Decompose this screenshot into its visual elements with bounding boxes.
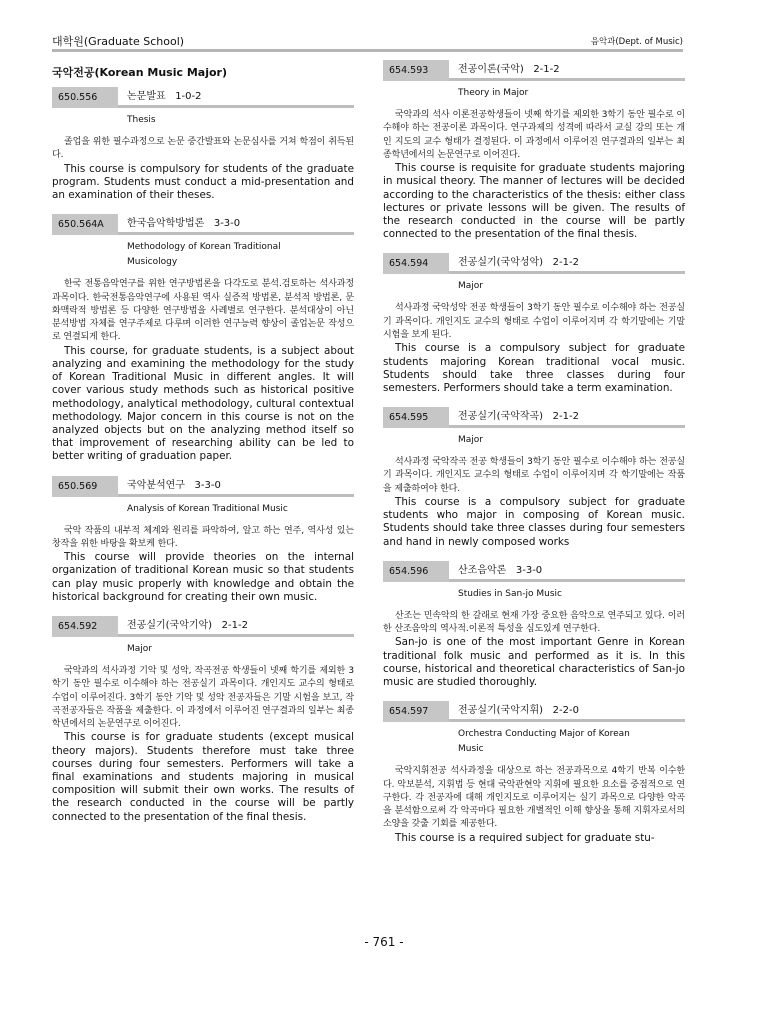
course-code: 650.556 [52,87,118,108]
course-credits: 2-1-2 [552,257,579,269]
course-entry [52,616,354,824]
course-header [383,253,685,273]
course-english-title: Major [127,643,152,654]
course-english-description: This course is a compulsory subject for graduate students majoring Korean traditional vocal music. Students should take three classes during four semesters. Performers should take a term examination. [383,342,685,394]
section-title: 국악전공(Korean Music Major) [52,66,227,79]
course-entry [52,476,354,604]
course-english-title: Orchestra Conducting Major of Korean Music [458,729,630,755]
course-header [383,407,685,427]
page-number: - 761 - [364,935,404,949]
course-english-title: Studies in San-jo Music [458,588,562,599]
course-credits: 3-3-0 [515,564,543,576]
course-english-title: Major [458,281,483,292]
course-title [458,253,579,273]
header-department: 음악과(Dept. of Music) [590,37,683,47]
course-korean-description: 국악지휘전공 석사과정을 대상으로 하는 전공과목으로 4학기 반복 이수한다. 악보분석, 지휘법 등 현대 국악관현악 지휘에 필요한 요소를 중점적으로 연구한다. 각 전공자에 대해 개인지도로 이루어지는 실기 과목으로 다양한 악곡을 분석함으로써 각 악곡마다 필요한 개별적인 이해 향상을 통해 지휘자로서의 소양을 갖출 기회를 제공한다. [383,766,685,830]
course-entry [52,87,354,202]
course-credits: 2-2-0 [552,705,579,717]
course-entry [52,214,354,463]
header-rule [52,49,683,52]
course-english-title: Major [458,435,483,446]
course-header [52,476,354,496]
course-code: 650.564A [52,214,118,235]
course-english-description: This course will provide theories on the internal organization of traditional Korean music so that students can play music properly with knowledge and obtain the historical background for creating their own music. [52,551,354,603]
course-title [127,214,240,234]
course-code: 654.594 [383,253,449,274]
course-korean-description: 석사과정 국악작곡 전공 학생들이 3학기 동안 필수로 이수해야 하는 전공실기 과목이다. 개인지도 교수의 형태로 수업이 이루어지며 각 학기말에는 작품을 제출하여야 한다. [383,457,685,494]
course-english-description: This course is a required subject for graduate stu- [395,831,655,844]
course-header [383,561,685,581]
course-title [458,407,579,427]
header-school: 대학원(Graduate School) [52,35,185,48]
course-english-description: This course is compulsory for students of the graduate program. Students must conduct a mid-presentation and an examination of their theses. [52,162,354,201]
course-title [127,87,202,107]
course-korean-name: 국악분석연구 [127,479,185,491]
left-column [52,60,354,836]
course-header [52,87,354,107]
course-english-title: Theory in Major [458,88,529,98]
course-header [383,60,685,80]
course-credits: 2-1-2 [533,64,560,75]
course-credits: 2-1-2 [221,619,248,631]
course-korean-description: 국악과의 석사 이론전공학생들이 넷째 학기를 제외한 3학기 동안 필수로 이수해야 하는 전공이론 과목이다. 연구과제의 성격에 따라서 교실 강의 또는 개인 지도의 교수 형태가 결정된다. 이 과정에서 이루어진 연구결과의 일부는 최종학년에서의 논문연구로 이어진다. [383,110,685,160]
course-english-description: This course is a compulsory subject for graduate students who major in composing of Korean music. Students should take three classes during four semesters and hand in newly composed works [383,496,685,548]
course-korean-name: 전공실기(국악지휘) [458,705,544,717]
course-english-description: This course is for graduate students (except musical theory majors). Students therefore must take three courses during four semesters. Performers will take a final examinations and students majoring in musical composition will submit their own works. The results of the research conducted in the course will be partly connected to the presentation of the final thesis. [52,731,354,823]
course-title [127,616,248,636]
course-korean-description: 한국 전통음악연구를 위한 연구방법론을 다각도로 분석․검토하는 석사과정 과목이다. 한국전통음악연구에 사용된 역사 실증적 방법론, 분석적 방법론, 문화맥락적 방법론 등 다양한 연구방법을 사례별로 연구한다. 분석대상이 아닌 분석방법 자체를 연구주제로 다루며 이러한 연구능력 향상이 졸업논문 작성으로 연결되게 한다. [52,279,354,343]
course-korean-description: 졸업을 위한 필수과정으로 논문 중간발표와 논문심사를 거쳐 학점이 취득된다. [52,137,354,161]
course-english-title: Analysis of Korean Traditional Music [127,503,288,514]
course-english-title: Methodology of Korean Traditional Musicology [127,242,281,268]
course-code: 654.593 [383,60,449,81]
course-korean-description: 석사과정 국악성악 전공 학생들이 3학기 동안 필수로 이수해야 하는 전공실기 과목이다. 개인지도 교수의 형태로 수업이 이루어지며 각 학기말에는 기말시험을 보게 된다. [383,303,685,340]
course-english-title: Thesis [127,115,156,125]
course-credits: 3-3-0 [194,479,221,491]
course-code: 654.592 [52,616,118,637]
course-title [458,60,560,80]
course-code: 654.597 [383,701,449,722]
page-header [52,33,683,49]
course-code: 654.595 [383,407,449,428]
course-entry [383,407,685,549]
course-credits: 2-1-2 [552,411,579,423]
course-korean-name: 전공실기(국악기악) [127,619,213,631]
course-english-description: This course is requisite for graduate students majoring in musical theory. The manner of lectures will be decided according to the characteristics of the thesis: either class lectures or private lessons will be given. The results of the research conducted in the course will be partly connected to the presentation of the final thesis. [383,162,685,241]
course-header [52,214,354,234]
course-title [458,561,542,581]
course-korean-name: 산조음악론 [458,564,507,576]
course-korean-name: 전공실기(국악작곡) [458,411,544,423]
course-english-description: This course, for graduate students, is a subject about analyzing and examining the methodology for the study of Korean Traditional Music in different angles. It will cover various study methods such as historical positive methodology, analytical methodology, cultural contextual methodology. Major concern in this course is not on the analyzed objects but on the analyzing method itself so that improvement of researching ability can be led to better writing of graduation paper. [52,344,354,463]
course-korean-name: 전공실기(국악성악) [458,257,544,269]
course-english-description: San-jo is one of the most important Genre in Korean traditional folk music and performed as it is. In this course, historical and theoretical characteristics of San-jo music are studied thoroughly. [383,636,685,689]
course-korean-name: 전공이론(국악) [458,64,524,75]
course-credits: 3-3-0 [213,218,241,230]
course-korean-name: 논문발표 [127,91,166,102]
course-title [458,701,579,721]
course-korean-description: 국악 작품의 내부적 체계와 원리를 파악하여, 알고 하는 연주, 역사성 있는 창작을 위한 바탕을 확보케 한다. [52,525,354,549]
course-korean-description: 산조는 민속악의 한 갈래로 현재 가장 중요한 음악으로 연주되고 있다. 이러한 산조음악의 역사적․이론적 특성을 심도있게 연구한다. [383,610,685,635]
course-header [383,701,685,721]
course-header [52,616,354,636]
course-code: 654.596 [383,561,449,582]
course-entry [383,701,685,845]
course-code: 650.569 [52,476,118,497]
course-entry [383,60,685,241]
course-credits: 1-0-2 [175,91,202,102]
course-korean-name: 한국음악학방법론 [127,218,205,230]
course-title [127,476,221,496]
course-korean-description: 국악과의 석사과정 기악 및 성악, 작곡전공 학생들이 넷째 학기를 제외한 3학기 동안 필수로 이수해야 하는 전공실기 과목이다. 개인지도 교수의 형태로 수업이 이루어진다. 3학기 동안 기악 및 성악 전공자들은 기말 시험을 보고, 작곡전공자들은 작품을 제출한다. 이 과정에서 이루어진 연구결과의 일부는 최종학년에서의 논문연구로 이어진다. [52,665,354,730]
course-entry [383,253,685,395]
course-entry [383,561,685,689]
right-column [383,60,685,857]
